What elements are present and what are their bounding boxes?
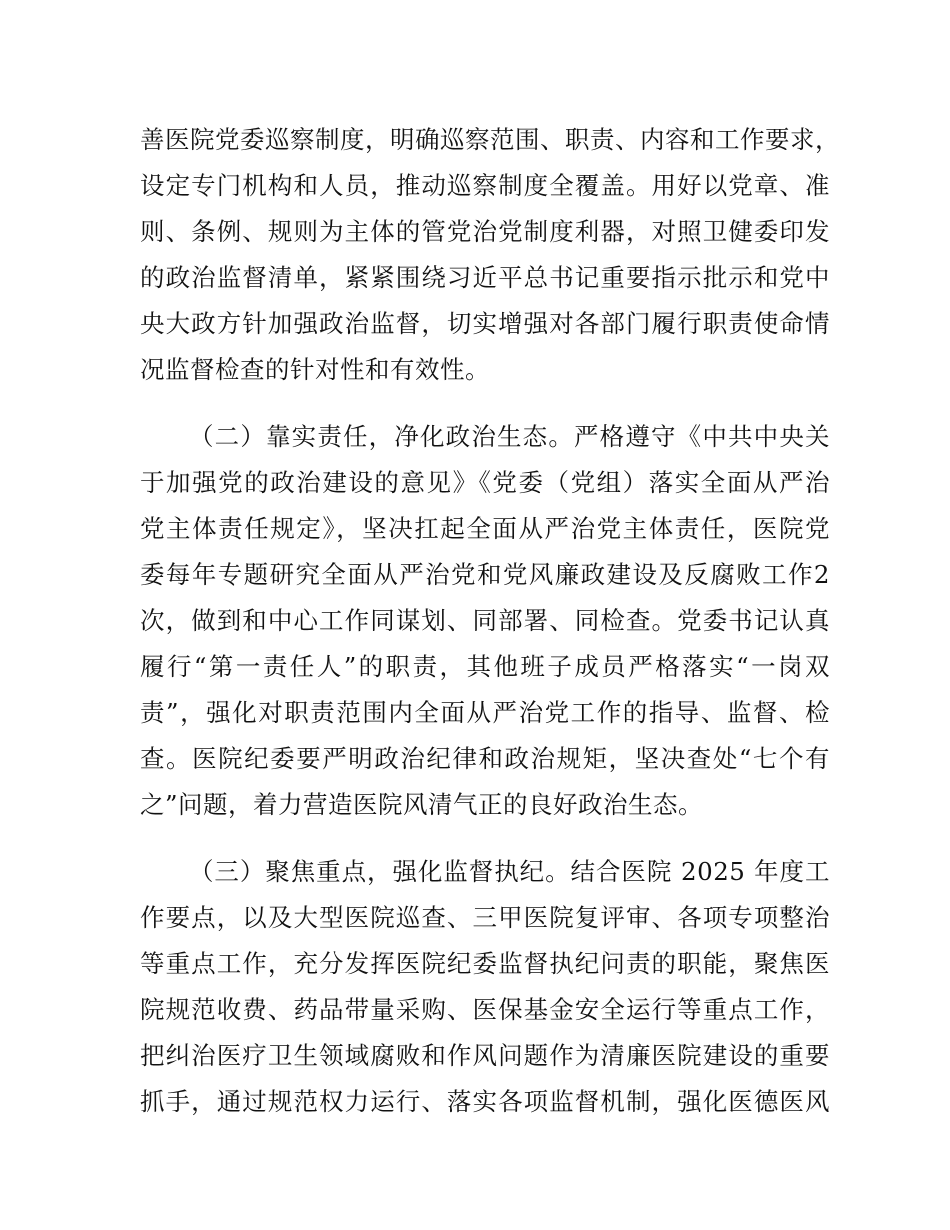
paragraph-gap bbox=[140, 393, 830, 414]
paragraph-gap bbox=[140, 828, 830, 849]
paragraph-2-line-2: 于加强党的政治建设的意见》《党委（党组）落实全面从严治 bbox=[140, 468, 830, 497]
paragraph-2-line-5: 次，做到和中心工作同谋划、同部署、同检查。党委书记认真 bbox=[140, 606, 830, 635]
paragraph-1-line-2: 设定专门机构和人员，推动巡察制度全覆盖。用好以党章、准 bbox=[140, 171, 830, 200]
paragraph-1-line-1: 善医院党委巡察制度，明确巡察范围、职责、内容和工作要求， bbox=[140, 125, 840, 154]
paragraph-2-line-7: 责”，强化对职责范围内全面从严治党工作的指导、监督、检 bbox=[140, 698, 830, 727]
paragraph-3-line-5: 把纠治医疗卫生领域腐败和作风问题作为清廉医院建设的重要 bbox=[140, 1041, 830, 1070]
paragraph-2-line-9: 之”问题，着力营造医院风清气正的良好政治生态。 bbox=[140, 790, 704, 819]
paragraph-1-line-5: 央大政方针加强政治监督，切实增强对各部门履行职责使命情 bbox=[140, 309, 830, 338]
paragraph-3-line-6: 抓手，通过规范权力运行、落实各项监督机制，强化医德医风 bbox=[140, 1087, 830, 1116]
paragraph-2-line-1: （二）靠实责任，净化政治生态。严格遵守《中共中央关 bbox=[189, 422, 830, 451]
paragraph-1-line-4: 的政治监督清单，紧紧围绕习近平总书记重要指示批示和党中 bbox=[140, 263, 830, 292]
paragraph-1-line-6: 况监督检查的针对性和有效性。 bbox=[140, 355, 490, 384]
paragraph-3-line-3: 等重点工作，充分发挥医院纪委监督执纪问责的职能，聚焦医 bbox=[140, 949, 830, 978]
document-body bbox=[140, 117, 840, 1125]
paragraph-3-line-4: 院规范收费、药品带量采购、医保基金安全运行等重点工作， bbox=[140, 995, 830, 1024]
paragraph-2-line-8: 查。医院纪委要严明政治纪律和政治规矩，坚决查处“七个有 bbox=[140, 744, 830, 773]
paragraph-1-line-3: 则、条例、规则为主体的管党治党制度利器，对照卫健委印发 bbox=[140, 217, 830, 246]
paragraph-2-line-6: 履行“第一责任人”的职责，其他班子成员严格落实“一岗双 bbox=[140, 652, 830, 681]
paragraph-3-line-1: （三）聚焦重点，强化监督执纪。结合医院 2025 年度工 bbox=[189, 857, 830, 886]
paragraph-2-line-4: 委每年专题研究全面从严治党和党风廉政建设及反腐败工作2 bbox=[140, 560, 830, 589]
paragraph-3-line-2: 作要点，以及大型医院巡查、三甲医院复评审、各项专项整治 bbox=[140, 903, 830, 932]
paragraph-2-line-3: 党主体责任规定》，坚决扛起全面从严治党主体责任，医院党 bbox=[140, 514, 830, 543]
